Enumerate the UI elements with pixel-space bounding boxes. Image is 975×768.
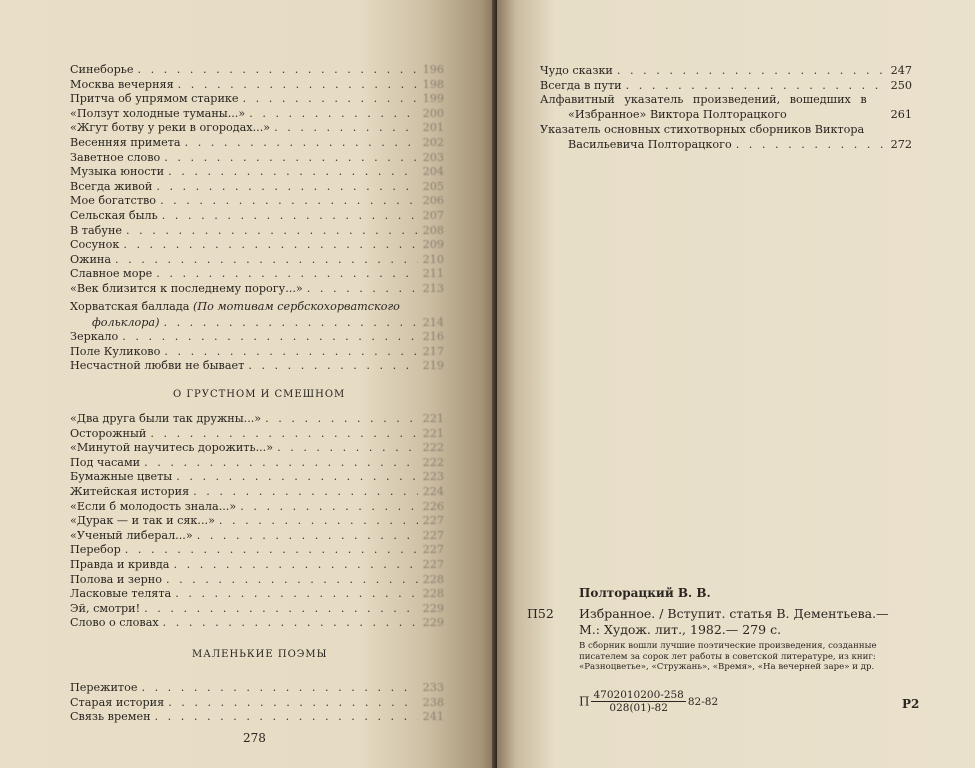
toc-page-number: 227 xyxy=(422,558,444,571)
toc-page-number: 206 xyxy=(422,194,444,208)
ballad-note-line1: (По мотивам сербскохорватского xyxy=(192,300,400,313)
leader-dots xyxy=(164,151,418,165)
ballad-title: Хорватская баллада xyxy=(70,300,190,313)
toc-page-number: 199 xyxy=(422,92,444,106)
leader-dots xyxy=(156,180,418,194)
toc-entry xyxy=(70,63,444,77)
toc-page-number: 221 xyxy=(422,412,444,425)
toc-title: «Жгут ботву у реки в огородах...» xyxy=(70,121,271,135)
toc-entry xyxy=(70,92,444,106)
index-line-4: Васильевича Полторацкого xyxy=(568,138,732,151)
index-line-1: Алфавитный указатель произведений, вошедших в xyxy=(540,93,867,106)
toc-entry xyxy=(70,514,444,528)
toc-title: Москва вечерняя xyxy=(70,77,174,91)
toc-entry xyxy=(70,587,444,601)
toc-page-number: 247 xyxy=(890,64,912,77)
toc-page-number: 229 xyxy=(422,616,444,630)
toc-title: Житейская история xyxy=(70,485,190,498)
toc-page-number: 222 xyxy=(422,455,444,469)
toc-page-number: 200 xyxy=(422,106,444,120)
toc-title: «Минутой научитесь дорожить...» xyxy=(70,441,274,455)
leader-dots xyxy=(150,427,418,441)
toc-title: Сельская быль xyxy=(70,209,158,222)
leader-dots xyxy=(126,224,418,238)
toc-title: Мое богатство xyxy=(70,194,157,208)
toc-entry xyxy=(70,529,444,543)
section-heading-sad-and-funny: О ГРУСТНОМ И СМЕШНОМ xyxy=(173,389,346,400)
toc-entry xyxy=(70,543,444,557)
toc-page-number: 233 xyxy=(422,681,444,694)
toc-entry xyxy=(70,470,444,484)
toc-title: Сосунок xyxy=(70,238,120,252)
toc-entry xyxy=(70,427,444,441)
leader-dots xyxy=(160,194,418,208)
toc-entry xyxy=(70,121,444,135)
toc-page-number: 272 xyxy=(890,138,912,151)
leader-dots xyxy=(248,359,418,373)
leader-dots xyxy=(168,165,418,179)
toc-page-number: 228 xyxy=(422,587,444,601)
toc-title: Поле Куликово xyxy=(70,344,161,358)
toc-entry xyxy=(70,345,444,359)
leader-dots xyxy=(144,602,418,616)
catalog-prefix: П xyxy=(579,694,590,709)
leader-dots xyxy=(137,63,418,77)
toc-entry xyxy=(70,696,444,710)
index-line-2: «Избранное» Виктора Полторацкого xyxy=(568,108,787,121)
toc-page-number: 227 xyxy=(422,543,444,557)
toc-page-number: 261 xyxy=(890,108,912,121)
toc-title: Правда и кривда xyxy=(70,558,170,571)
leader-dots xyxy=(249,107,418,121)
toc-page-number: 209 xyxy=(422,238,444,252)
toc-title: «Ученый либерал...» xyxy=(70,528,193,542)
toc-title: Пережитое xyxy=(70,681,138,694)
toc-title: Всегда в пути xyxy=(540,78,622,92)
toc-title: Чудо сказки xyxy=(540,64,613,77)
leader-dots xyxy=(168,696,418,710)
leader-dots xyxy=(240,500,418,514)
toc-entry xyxy=(70,456,444,470)
toc-title: «Ползут холодные туманы...» xyxy=(70,106,246,120)
toc-page-number: 227 xyxy=(422,514,444,528)
leader-dots xyxy=(307,282,418,296)
toc-title: «Два друга были так дружны...» xyxy=(70,412,262,425)
toc-entry xyxy=(70,558,444,572)
leader-dots xyxy=(141,681,418,695)
toc-page-number: 205 xyxy=(422,179,444,193)
toc-page-number: 211 xyxy=(422,267,444,281)
toc-page-number: 198 xyxy=(422,77,444,91)
toc-entry xyxy=(70,209,444,223)
toc-title: «Дурак — и так и сяк...» xyxy=(70,514,215,528)
bib-publisher-line: М.: Худож. лит., 1982.— 279 с. xyxy=(579,622,782,637)
toc-title: Полова и зерно xyxy=(70,572,162,586)
toc-page-number: 226 xyxy=(422,499,444,513)
toc-entry xyxy=(70,330,444,344)
leader-dots xyxy=(125,543,418,557)
leader-dots xyxy=(274,121,418,135)
leader-dots xyxy=(115,253,418,267)
leader-dots xyxy=(185,136,418,150)
toc-page-number: 213 xyxy=(422,282,444,295)
toc-page-number: 217 xyxy=(422,344,444,358)
leader-dots xyxy=(155,710,418,724)
leader-dots xyxy=(166,573,418,587)
toc-title: Старая история xyxy=(70,695,165,709)
page-number: 278 xyxy=(243,731,266,745)
toc-page-number: 227 xyxy=(422,528,444,542)
toc-title: Зеркало xyxy=(70,330,119,343)
leader-dots xyxy=(144,456,418,470)
toc-page-number: 202 xyxy=(422,136,444,149)
ballad-title-line xyxy=(70,300,400,314)
toc-title: Осторожный xyxy=(70,426,147,440)
toc-entry xyxy=(70,165,444,179)
toc-page-number: 221 xyxy=(422,426,444,440)
toc-page-number: 222 xyxy=(422,441,444,455)
toc-entry xyxy=(70,194,444,208)
toc-title: Ласковые телята xyxy=(70,587,172,601)
leader-dots xyxy=(197,529,418,543)
toc-entry xyxy=(70,238,444,252)
toc-entry xyxy=(70,573,444,587)
toc-entry xyxy=(70,616,444,630)
toc-title: Бумажные цветы xyxy=(70,470,173,484)
toc-page-number: 208 xyxy=(422,223,444,237)
leader-dots xyxy=(163,616,418,630)
bib-code: П52 xyxy=(527,606,554,621)
leader-dots xyxy=(626,79,886,93)
toc-title: Слово о словах xyxy=(70,616,159,630)
toc-title: «Век близится к последнему порогу...» xyxy=(70,282,303,295)
index-line-3: Указатель основных стихотворных сборников Виктора xyxy=(540,123,865,136)
toc-title: Связь времен xyxy=(70,710,151,724)
toc-entry xyxy=(70,253,444,267)
toc-title: Перебор xyxy=(70,543,121,557)
toc-title: Под часами xyxy=(70,455,141,469)
toc-entry xyxy=(70,267,444,281)
leader-dots xyxy=(163,316,418,330)
toc-page-number: 216 xyxy=(422,330,444,343)
toc-page-number: 238 xyxy=(422,695,444,709)
toc-page-number: 228 xyxy=(422,572,444,586)
toc-entry xyxy=(70,136,444,150)
toc-title: Притча об упрямом старике xyxy=(70,92,239,106)
leader-dots xyxy=(178,78,418,92)
bib-title-line: Избранное. / Вступит. статья В. Дементьева.— xyxy=(579,606,889,621)
toc-entry xyxy=(70,412,444,426)
toc-entry xyxy=(70,282,444,296)
toc-entry xyxy=(70,441,444,455)
toc-title: Заветное слово xyxy=(70,150,161,164)
toc-entry xyxy=(70,224,444,238)
toc-title: Синеборье xyxy=(70,63,134,76)
leader-dots xyxy=(219,514,418,528)
right-page xyxy=(497,0,975,768)
catalog-code xyxy=(579,689,718,714)
toc-page-number: 219 xyxy=(422,359,444,373)
toc-entry xyxy=(70,681,444,695)
leader-dots xyxy=(617,64,886,78)
toc-page-number: 207 xyxy=(422,209,444,222)
toc-page-number: 210 xyxy=(422,252,444,266)
toc-entry xyxy=(70,359,444,373)
toc-title: Всегда живой xyxy=(70,179,153,193)
leader-dots xyxy=(173,558,418,572)
toc-title: В табуне xyxy=(70,223,123,237)
toc-entry xyxy=(70,710,444,724)
toc-page-number: 224 xyxy=(422,485,444,498)
toc-entry xyxy=(70,485,444,499)
section-heading-small-poems: МАЛЕНЬКИЕ ПОЭМЫ xyxy=(192,649,328,660)
toc-page-number: 196 xyxy=(422,63,444,76)
toc-page-number: 204 xyxy=(422,165,444,179)
toc-entry-index-1 xyxy=(568,108,912,122)
toc-entry xyxy=(70,151,444,165)
leader-dots xyxy=(122,330,418,344)
toc-title: Ожина xyxy=(70,252,112,266)
leader-dots xyxy=(123,238,418,252)
toc-title: Славное море xyxy=(70,267,153,281)
leader-dots xyxy=(162,209,418,223)
bib-author: Полторацкий В. В. xyxy=(579,586,711,600)
leader-dots xyxy=(277,441,418,455)
toc-entry-index-2 xyxy=(568,138,912,152)
toc-page-number: 214 xyxy=(422,316,444,329)
toc-entry xyxy=(540,64,912,78)
catalog-suffix: 82-82 xyxy=(687,695,719,708)
toc-entry xyxy=(70,500,444,514)
toc-entry xyxy=(70,180,444,194)
leader-dots xyxy=(156,267,418,281)
toc-title: Несчастной любви не бывает xyxy=(70,359,245,373)
leader-dots xyxy=(193,485,418,499)
toc-title: Эй, смотри! xyxy=(70,601,141,615)
toc-title: Музыка юности xyxy=(70,165,165,179)
catalog-denominator: 028(01)-82 xyxy=(609,702,668,714)
toc-page-number: 201 xyxy=(422,121,444,135)
leader-dots xyxy=(164,345,418,359)
leader-dots xyxy=(175,587,418,601)
leader-dots xyxy=(243,92,418,106)
leader-dots xyxy=(736,138,886,152)
toc-page-number: 250 xyxy=(890,78,912,92)
leader-dots xyxy=(265,412,418,426)
toc-page-number: 223 xyxy=(422,470,444,484)
catalog-fraction xyxy=(591,689,685,714)
toc-page-number: 241 xyxy=(422,710,444,724)
toc-page-number: 203 xyxy=(422,150,444,164)
bib-annotation: В сборник вошли лучшие поэтические произведения, созданные писателем за сорок лет работы в советской литературе, из книг: «Разноцветье», «Стружань», «Время», «На вечерней заре» и др. xyxy=(579,641,877,672)
toc-entry xyxy=(70,78,444,92)
toc-title: Весенняя примета xyxy=(70,136,181,149)
toc-entry xyxy=(70,602,444,616)
ballad-note-line2: фольклора) xyxy=(92,316,160,329)
toc-entry xyxy=(70,107,444,121)
toc-entry-ballad xyxy=(92,316,444,330)
classification-code: Р2 xyxy=(902,697,920,711)
toc-entry xyxy=(540,79,912,93)
toc-title: «Если б молодость знала...» xyxy=(70,499,237,513)
toc-page-number: 229 xyxy=(422,601,444,615)
leader-dots xyxy=(176,470,418,484)
catalog-numerator: 4702010200-258 xyxy=(593,689,684,701)
